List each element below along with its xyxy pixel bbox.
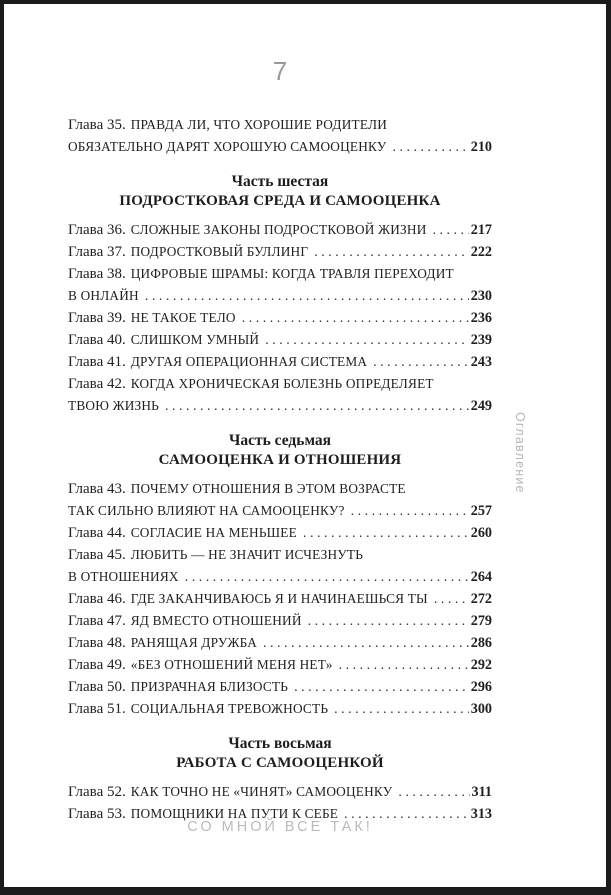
toc-line: [68, 114, 492, 136]
toc-line-label: Глава 45.: [68, 547, 126, 563]
toc-line: [68, 136, 492, 158]
part-label: Часть восьмая: [228, 735, 332, 752]
toc-line-label: Глава 37.: [68, 244, 126, 260]
toc-line: [68, 522, 492, 544]
toc-line-page: 210: [470, 139, 492, 155]
toc-line: [68, 632, 492, 654]
toc-line-page: 313: [470, 806, 492, 822]
toc-line-title: ТВОЮ ЖИЗНЬ: [68, 398, 160, 413]
toc-line-page: 300: [470, 701, 492, 717]
dot-leader: [236, 308, 469, 329]
toc-line: [68, 395, 492, 417]
toc-line-page: 243: [470, 354, 492, 370]
toc-line-page: 257: [470, 503, 492, 519]
dot-leader: [427, 220, 469, 241]
toc-line: [68, 500, 492, 522]
toc-line: [68, 588, 492, 610]
toc-line: [68, 263, 492, 285]
toc-line-label: Глава 41.: [68, 354, 126, 370]
toc-line-label: Глава 46.: [68, 591, 126, 607]
toc-line-label: Глава 42.: [68, 376, 126, 392]
toc-line-page: 239: [470, 332, 492, 348]
dot-leader: [288, 677, 469, 698]
toc-line-page: 249: [470, 398, 492, 414]
toc-line-title: «БЕЗ ОТНОШЕНИЙ МЕНЯ НЕТ»: [130, 657, 333, 672]
dot-leader: [257, 633, 469, 654]
footer-brand: СО МНОЙ ВСЕ ТАК!: [187, 819, 373, 835]
toc-line-label: Глава 35.: [68, 117, 126, 133]
contents-side-label: Оглавление: [513, 412, 527, 494]
toc-line-title: ПОДРОСТКОВЫЙ БУЛЛИНГ: [130, 244, 309, 259]
toc-line: [68, 698, 492, 720]
toc-line-title: НЕ ТАКОЕ ТЕЛО: [130, 310, 236, 325]
part-label: Часть шестая: [231, 173, 329, 190]
toc-line: [68, 610, 492, 632]
toc-line-page: 260: [470, 525, 492, 541]
toc-line-title: ОБЯЗАТЕЛЬНО ДАРЯТ ХОРОШУЮ САМООЦЕНКУ: [68, 139, 387, 154]
toc-line-page: 296: [470, 679, 492, 695]
dot-leader: [159, 396, 469, 417]
toc-line-title: СОЦИАЛЬНАЯ ТРЕВОЖНОСТЬ: [130, 701, 329, 716]
part-heading: [68, 431, 492, 470]
toc: [68, 114, 492, 825]
toc-line-label: Глава 50.: [68, 679, 126, 695]
toc-line-title: ПРИЗРАЧНАЯ БЛИЗОСТЬ: [130, 679, 289, 694]
part-heading: [68, 734, 492, 773]
toc-line: [68, 373, 492, 395]
page-number: 7: [272, 56, 288, 86]
toc-line-label: Глава 52.: [68, 784, 126, 800]
toc-line-label: Глава 48.: [68, 635, 126, 651]
dot-leader: [333, 655, 469, 676]
dot-leader: [345, 501, 469, 522]
toc-line-title: СЛОЖНЫЕ ЗАКОНЫ ПОДРОСТКОВОЙ ЖИЗНИ: [130, 222, 427, 237]
toc-line-title: РАНЯЩАЯ ДРУЖБА: [130, 635, 258, 650]
part-heading: [68, 172, 492, 211]
toc-line: [68, 241, 492, 263]
toc-line-title: ПОМОЩНИКИ НА ПУТИ К СЕБЕ: [130, 806, 339, 821]
toc-line-page: 222: [470, 244, 492, 260]
dot-leader: [428, 589, 469, 610]
part-title: РАБОТА С САМООЦЕНКОЙ: [176, 754, 384, 771]
toc-line: [68, 566, 492, 588]
toc-line-title: ТАК СИЛЬНО ВЛИЯЮТ НА САМООЦЕНКУ?: [68, 503, 345, 518]
book-page: [4, 4, 606, 887]
toc-line-page: 311: [471, 784, 492, 800]
toc-line: [68, 307, 492, 329]
toc-line-title: ПОЧЕМУ ОТНОШЕНИЯ В ЭТОМ ВОЗРАСТЕ: [130, 481, 406, 496]
toc-line-title: ПРАВДА ЛИ, ЧТО ХОРОШИЕ РОДИТЕЛИ: [130, 117, 387, 132]
toc-line-label: Глава 49.: [68, 657, 126, 673]
dot-leader: [179, 567, 469, 588]
toc-line-label: Глава 38.: [68, 266, 126, 282]
toc-line-page: 272: [470, 591, 492, 607]
toc-line-page: 217: [470, 222, 492, 238]
toc-line: [68, 676, 492, 698]
toc-line-page: 279: [470, 613, 492, 629]
toc-line-page: 286: [470, 635, 492, 651]
dot-leader: [328, 699, 469, 720]
toc-line-page: 236: [470, 310, 492, 326]
toc-line-title: ДРУГАЯ ОПЕРАЦИОННАЯ СИСТЕМА: [130, 354, 368, 369]
toc-line-page: 230: [470, 288, 492, 304]
toc-line: [68, 285, 492, 307]
toc-line-label: Глава 39.: [68, 310, 126, 326]
toc-line-page: 264: [470, 569, 492, 585]
toc-line-title: КОГДА ХРОНИЧЕСКАЯ БОЛЕЗНЬ ОПРЕДЕЛЯЕТ: [130, 376, 434, 391]
dot-leader: [367, 352, 469, 373]
part-label: Часть седьмая: [228, 432, 332, 449]
part-title: САМООЦЕНКА И ОТНОШЕНИЯ: [158, 451, 402, 468]
toc-line: [68, 219, 492, 241]
toc-line: [68, 654, 492, 676]
dot-leader: [259, 330, 468, 351]
toc-line: [68, 351, 492, 373]
toc-line-title: СЛИШКОМ УМНЫЙ: [130, 332, 260, 347]
toc-line-title: В ОНЛАЙН: [68, 288, 139, 303]
toc-line-title: КАК ТОЧНО НЕ «ЧИНЯТ» САМООЦЕНКУ: [130, 784, 393, 799]
toc-line-label: Глава 36.: [68, 222, 126, 238]
toc-line-title: СОГЛАСИЕ НА МЕНЬШЕЕ: [130, 525, 297, 540]
toc-line-title: ЛЮБИТЬ — НЕ ЗНАЧИТ ИСЧЕЗНУТЬ: [130, 547, 364, 562]
dot-leader: [302, 611, 469, 632]
toc-line-title: ЯД ВМЕСТО ОТНОШЕНИЙ: [130, 613, 302, 628]
dot-leader: [297, 523, 469, 544]
dot-leader: [308, 242, 469, 263]
toc-line-title: ЦИФРОВЫЕ ШРАМЫ: КОГДА ТРАВЛЯ ПЕРЕХОДИТ: [130, 266, 454, 281]
toc-line-title: ГДЕ ЗАКАНЧИВАЮСЬ Я И НАЧИНАЕШЬСЯ ТЫ: [130, 591, 428, 606]
dot-leader: [139, 286, 469, 307]
toc-line-label: Глава 40.: [68, 332, 126, 348]
toc-line-label: Глава 53.: [68, 806, 126, 822]
toc-line-page: 292: [470, 657, 492, 673]
toc-line-label: Глава 43.: [68, 481, 126, 497]
toc-line: [68, 781, 492, 803]
toc-line-title: В ОТНОШЕНИЯХ: [68, 569, 179, 584]
part-title: ПОДРОСТКОВАЯ СРЕДА И САМООЦЕНКА: [119, 192, 441, 209]
toc-line: [68, 329, 492, 351]
toc-line-label: Глава 47.: [68, 613, 126, 629]
toc-line: [68, 544, 492, 566]
dot-leader: [392, 782, 469, 803]
dot-leader: [386, 137, 468, 158]
toc-line: [68, 478, 492, 500]
toc-line-label: Глава 51.: [68, 701, 126, 717]
toc-line-label: Глава 44.: [68, 525, 126, 541]
